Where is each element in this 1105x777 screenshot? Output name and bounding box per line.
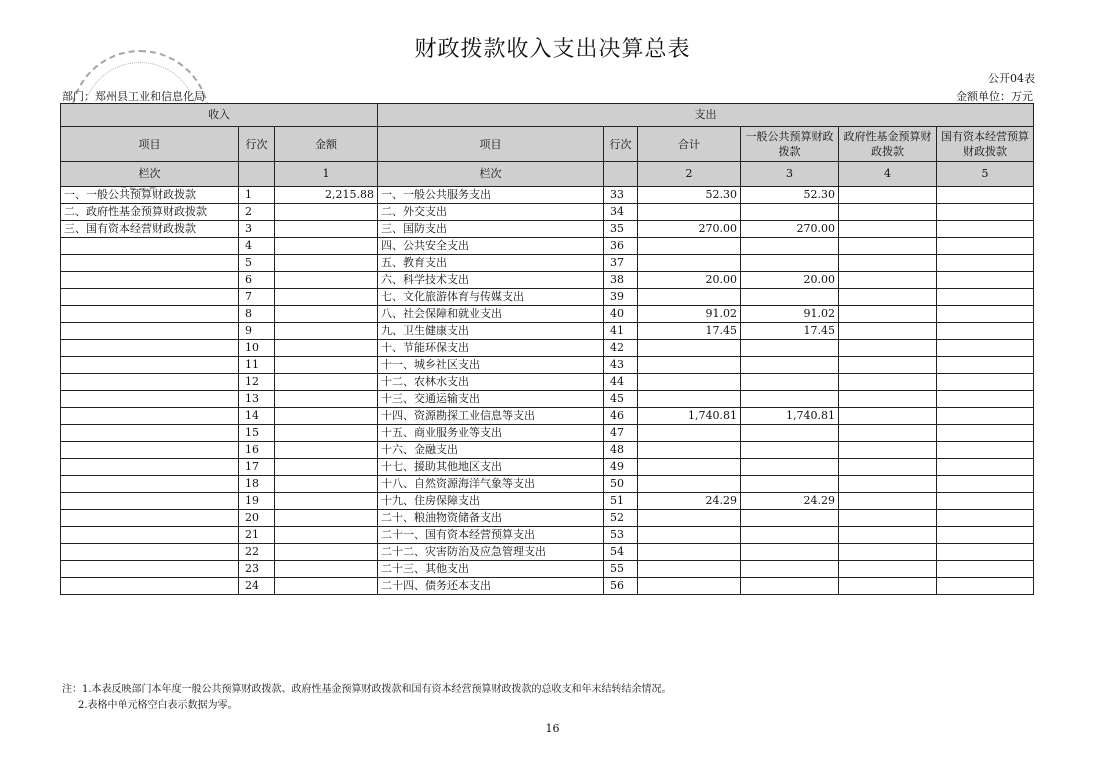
state-capital-cell <box>937 408 1034 425</box>
general-budget-cell: 270.00 <box>741 221 839 238</box>
general-budget-cell <box>741 204 839 221</box>
total-cell <box>638 391 741 408</box>
income-amount-cell <box>275 272 378 289</box>
income-item-cell <box>61 357 239 374</box>
page-number: 16 <box>545 722 560 735</box>
column-index-1: 1 <box>275 162 378 187</box>
table-row <box>61 289 1034 306</box>
total-cell <box>638 544 741 561</box>
gov-fund-cell <box>839 476 937 493</box>
income-item-cell <box>61 289 239 306</box>
income-amount-cell <box>275 289 378 306</box>
general-budget-cell <box>741 476 839 493</box>
income-line-cell: 11 <box>239 357 275 374</box>
expense-item-cell: 二十三、其他支出 <box>378 561 604 578</box>
page-title: 财政拨款收入支出决算总表 <box>414 37 691 62</box>
income-item-cell <box>61 578 239 595</box>
income-amount-cell <box>275 238 378 255</box>
state-capital-cell <box>937 187 1034 204</box>
general-budget-cell <box>741 510 839 527</box>
income-item-cell <box>61 476 239 493</box>
table-row <box>61 391 1034 408</box>
total-cell <box>638 374 741 391</box>
income-item-cell <box>61 408 239 425</box>
income-line-cell: 1 <box>239 187 275 204</box>
general-budget-cell <box>741 374 839 391</box>
state-capital-cell <box>937 340 1034 357</box>
gov-fund-cell <box>839 544 937 561</box>
total-cell: 17.45 <box>638 323 741 340</box>
gov-fund-cell <box>839 272 937 289</box>
income-amount-cell <box>275 527 378 544</box>
income-line-cell: 3 <box>239 221 275 238</box>
table-row <box>61 510 1034 527</box>
state-capital-cell <box>937 476 1034 493</box>
table-row <box>61 187 1034 204</box>
total-cell <box>638 238 741 255</box>
table-row <box>61 357 1034 374</box>
gov-fund-cell <box>839 493 937 510</box>
income-amount-cell <box>275 442 378 459</box>
income-amount-cell <box>275 323 378 340</box>
income-amount-cell <box>275 204 378 221</box>
expense-line-cell: 33 <box>604 187 638 204</box>
income-line-header: 行次 <box>239 127 275 162</box>
gov-fund-cell <box>839 391 937 408</box>
general-budget-cell: 17.45 <box>741 323 839 340</box>
gov-fund-header: 政府性基金预算财政拨款 <box>839 127 937 162</box>
expense-line-cell: 50 <box>604 476 638 493</box>
state-capital-cell <box>937 442 1034 459</box>
expense-line-cell: 46 <box>604 408 638 425</box>
expense-item-cell: 十九、住房保障支出 <box>378 493 604 510</box>
income-amount-header: 金额 <box>275 127 378 162</box>
gov-fund-cell <box>839 289 937 306</box>
column-index-label: 栏次 <box>378 162 604 187</box>
general-budget-header: 一般公共预算财政拨款 <box>741 127 839 162</box>
income-item-cell <box>61 510 239 527</box>
table-row <box>61 204 1034 221</box>
state-capital-cell <box>937 289 1034 306</box>
department-label: 部门：郑州县工业和信息化局 <box>62 90 205 103</box>
state-capital-cell <box>937 510 1034 527</box>
income-line-cell: 7 <box>239 289 275 306</box>
expense-line-cell: 44 <box>604 374 638 391</box>
general-budget-cell <box>741 459 839 476</box>
income-amount-cell <box>275 306 378 323</box>
general-budget-cell <box>741 561 839 578</box>
total-cell <box>638 459 741 476</box>
gov-fund-cell <box>839 374 937 391</box>
income-item-cell <box>61 459 239 476</box>
table-row <box>61 323 1034 340</box>
income-item-cell <box>61 442 239 459</box>
table-row <box>61 459 1034 476</box>
expense-line-cell: 43 <box>604 357 638 374</box>
total-cell: 20.00 <box>638 272 741 289</box>
expense-item-cell: 四、公共安全支出 <box>378 238 604 255</box>
expense-item-cell: 六、科学技术支出 <box>378 272 604 289</box>
table-row <box>61 340 1034 357</box>
expense-line-cell: 52 <box>604 510 638 527</box>
table-row <box>61 374 1034 391</box>
gov-fund-cell <box>839 323 937 340</box>
general-budget-cell <box>741 340 839 357</box>
state-capital-cell <box>937 561 1034 578</box>
state-capital-cell <box>937 221 1034 238</box>
state-capital-cell <box>937 272 1034 289</box>
income-amount-cell <box>275 510 378 527</box>
general-budget-cell <box>741 391 839 408</box>
general-budget-cell: 20.00 <box>741 272 839 289</box>
general-budget-cell <box>741 544 839 561</box>
general-budget-cell: 91.02 <box>741 306 839 323</box>
income-line-cell: 16 <box>239 442 275 459</box>
gov-fund-cell <box>839 306 937 323</box>
total-cell <box>638 204 741 221</box>
income-amount-cell <box>275 425 378 442</box>
expense-item-cell: 二、外交支出 <box>378 204 604 221</box>
expense-line-cell: 37 <box>604 255 638 272</box>
expense-line-cell: 51 <box>604 493 638 510</box>
amount-unit: 金额单位：万元 <box>956 90 1033 103</box>
table-row <box>61 476 1034 493</box>
table-row <box>61 255 1034 272</box>
state-capital-cell <box>937 527 1034 544</box>
expense-item-cell: 二十一、国有资本经营预算支出 <box>378 527 604 544</box>
total-cell <box>638 340 741 357</box>
income-item-cell <box>61 391 239 408</box>
state-capital-cell <box>937 391 1034 408</box>
gov-fund-cell <box>839 255 937 272</box>
general-budget-cell: 24.29 <box>741 493 839 510</box>
gov-fund-cell <box>839 221 937 238</box>
expense-item-cell: 十六、金融支出 <box>378 442 604 459</box>
income-amount-cell <box>275 544 378 561</box>
income-amount-cell <box>275 493 378 510</box>
expense-line-cell: 35 <box>604 221 638 238</box>
total-cell <box>638 425 741 442</box>
column-index-blank <box>604 162 638 187</box>
income-line-cell: 8 <box>239 306 275 323</box>
total-cell: 24.29 <box>638 493 741 510</box>
state-capital-cell <box>937 238 1034 255</box>
expense-item-cell: 十五、商业服务业等支出 <box>378 425 604 442</box>
footnotes <box>62 682 672 714</box>
income-amount-cell <box>275 578 378 595</box>
general-budget-cell <box>741 578 839 595</box>
state-capital-cell <box>937 544 1034 561</box>
expense-line-cell: 54 <box>604 544 638 561</box>
table-row <box>61 272 1034 289</box>
general-budget-cell <box>741 289 839 306</box>
gov-fund-cell <box>839 425 937 442</box>
total-cell <box>638 527 741 544</box>
expense-item-cell: 十四、资源勘探工业信息等支出 <box>378 408 604 425</box>
expense-item-cell: 十、节能环保支出 <box>378 340 604 357</box>
gov-fund-cell <box>839 340 937 357</box>
expense-line-cell: 36 <box>604 238 638 255</box>
income-line-cell: 17 <box>239 459 275 476</box>
income-item-cell <box>61 306 239 323</box>
expense-line-cell: 45 <box>604 391 638 408</box>
expense-line-cell: 39 <box>604 289 638 306</box>
table-row <box>61 493 1034 510</box>
table-row <box>61 442 1034 459</box>
expense-group-header: 支出 <box>378 104 1034 127</box>
income-line-cell: 15 <box>239 425 275 442</box>
expense-item-cell: 九、卫生健康支出 <box>378 323 604 340</box>
income-item-cell <box>61 272 239 289</box>
gov-fund-cell <box>839 408 937 425</box>
income-amount-cell <box>275 391 378 408</box>
income-line-cell: 20 <box>239 510 275 527</box>
income-amount-cell <box>275 408 378 425</box>
general-budget-cell <box>741 442 839 459</box>
gov-fund-cell <box>839 527 937 544</box>
income-line-cell: 10 <box>239 340 275 357</box>
table-row <box>61 306 1034 323</box>
state-capital-cell <box>937 306 1034 323</box>
total-header: 合计 <box>638 127 741 162</box>
expense-line-cell: 34 <box>604 204 638 221</box>
gov-fund-cell <box>839 187 937 204</box>
general-budget-cell: 1,740.81 <box>741 408 839 425</box>
income-item-cell: 二、政府性基金预算财政拨款 <box>61 204 239 221</box>
income-item-cell <box>61 340 239 357</box>
expense-item-cell: 十二、农林水支出 <box>378 374 604 391</box>
column-index-2: 2 <box>638 162 741 187</box>
state-capital-cell <box>937 357 1034 374</box>
gov-fund-cell <box>839 510 937 527</box>
total-cell <box>638 357 741 374</box>
income-line-cell: 22 <box>239 544 275 561</box>
expense-line-header: 行次 <box>604 127 638 162</box>
income-item-cell <box>61 238 239 255</box>
column-index-3: 3 <box>741 162 839 187</box>
state-capital-cell <box>937 255 1034 272</box>
state-capital-cell <box>937 374 1034 391</box>
expense-item-cell: 二十、粮油物资储备支出 <box>378 510 604 527</box>
state-capital-header: 国有资本经营预算财政拨款 <box>937 127 1034 162</box>
expense-item-cell: 二十四、债务还本支出 <box>378 578 604 595</box>
expense-item-cell: 十一、城乡社区支出 <box>378 357 604 374</box>
gov-fund-cell <box>839 442 937 459</box>
expense-item-cell: 七、文化旅游体育与传媒支出 <box>378 289 604 306</box>
column-index-label: 栏次 <box>61 162 239 187</box>
total-cell: 91.02 <box>638 306 741 323</box>
table-row <box>61 544 1034 561</box>
income-item-cell <box>61 425 239 442</box>
gov-fund-cell <box>839 357 937 374</box>
income-amount-cell <box>275 221 378 238</box>
gov-fund-cell <box>839 578 937 595</box>
total-cell: 270.00 <box>638 221 741 238</box>
total-cell <box>638 442 741 459</box>
expense-line-cell: 38 <box>604 272 638 289</box>
expense-line-cell: 47 <box>604 425 638 442</box>
total-cell <box>638 255 741 272</box>
income-item-cell <box>61 561 239 578</box>
income-line-cell: 9 <box>239 323 275 340</box>
general-budget-cell <box>741 527 839 544</box>
expense-item-cell: 十八、自然资源海洋气象等支出 <box>378 476 604 493</box>
expense-line-cell: 55 <box>604 561 638 578</box>
state-capital-cell <box>937 493 1034 510</box>
income-item-cell <box>61 493 239 510</box>
income-item-cell <box>61 527 239 544</box>
income-line-cell: 12 <box>239 374 275 391</box>
column-index-5: 5 <box>937 162 1034 187</box>
expense-item-cell: 八、社会保障和就业支出 <box>378 306 604 323</box>
state-capital-cell <box>937 323 1034 340</box>
income-line-cell: 24 <box>239 578 275 595</box>
income-group-header: 收入 <box>61 104 378 127</box>
expense-item-cell: 一、一般公共服务支出 <box>378 187 604 204</box>
income-item-cell <box>61 323 239 340</box>
income-amount-cell <box>275 374 378 391</box>
total-cell: 1,740.81 <box>638 408 741 425</box>
income-item-cell <box>61 255 239 272</box>
table-row <box>61 561 1034 578</box>
general-budget-cell <box>741 238 839 255</box>
income-amount-cell <box>275 476 378 493</box>
expense-item-cell: 十三、交通运输支出 <box>378 391 604 408</box>
expense-item-header: 项目 <box>378 127 604 162</box>
income-amount-cell <box>275 459 378 476</box>
income-line-cell: 6 <box>239 272 275 289</box>
income-item-cell: 一、一般公共预算财政拨款 <box>61 187 239 204</box>
table-row <box>61 238 1034 255</box>
total-cell <box>638 510 741 527</box>
gov-fund-cell <box>839 561 937 578</box>
income-line-cell: 5 <box>239 255 275 272</box>
table-row <box>61 527 1034 544</box>
table-row <box>61 425 1034 442</box>
total-cell: 52.30 <box>638 187 741 204</box>
expense-line-cell: 56 <box>604 578 638 595</box>
income-item-header: 项目 <box>61 127 239 162</box>
state-capital-cell <box>937 459 1034 476</box>
footnote-line: 注：1.本表反映部门本年度一般公共预算财政拨款、政府性基金预算财政拨款和国有资本经营预算财政拨款的总收支和年末结转结余情况。 <box>62 684 672 695</box>
income-item-cell <box>61 544 239 561</box>
table-row <box>61 578 1034 595</box>
budget-table <box>60 103 1034 595</box>
income-line-cell: 18 <box>239 476 275 493</box>
income-line-cell: 23 <box>239 561 275 578</box>
expense-line-cell: 42 <box>604 340 638 357</box>
income-item-cell <box>61 374 239 391</box>
expense-item-cell: 三、国防支出 <box>378 221 604 238</box>
table-row <box>61 221 1034 238</box>
state-capital-cell <box>937 578 1034 595</box>
footnote-line: 2.表格中单元格空白表示数据为零。 <box>78 700 238 711</box>
column-index-4: 4 <box>839 162 937 187</box>
expense-item-cell: 五、教育支出 <box>378 255 604 272</box>
income-line-cell: 14 <box>239 408 275 425</box>
general-budget-cell: 52.30 <box>741 187 839 204</box>
total-cell <box>638 476 741 493</box>
total-cell <box>638 561 741 578</box>
gov-fund-cell <box>839 204 937 221</box>
general-budget-cell <box>741 357 839 374</box>
income-amount-cell <box>275 255 378 272</box>
expense-line-cell: 49 <box>604 459 638 476</box>
gov-fund-cell <box>839 459 937 476</box>
income-line-cell: 19 <box>239 493 275 510</box>
income-amount-cell <box>275 357 378 374</box>
income-line-cell: 21 <box>239 527 275 544</box>
table-row <box>61 408 1034 425</box>
income-amount-cell: 2,215.88 <box>275 187 378 204</box>
expense-item-cell: 二十二、灾害防治及应急管理支出 <box>378 544 604 561</box>
income-line-cell: 13 <box>239 391 275 408</box>
total-cell <box>638 578 741 595</box>
income-item-cell: 三、国有资本经营财政拨款 <box>61 221 239 238</box>
income-line-cell: 4 <box>239 238 275 255</box>
income-amount-cell <box>275 340 378 357</box>
expense-line-cell: 40 <box>604 306 638 323</box>
income-amount-cell <box>275 561 378 578</box>
general-budget-cell <box>741 255 839 272</box>
expense-item-cell: 十七、援助其他地区支出 <box>378 459 604 476</box>
state-capital-cell <box>937 204 1034 221</box>
expense-line-cell: 53 <box>604 527 638 544</box>
form-number: 公开04表 <box>988 72 1035 85</box>
income-line-cell: 2 <box>239 204 275 221</box>
gov-fund-cell <box>839 238 937 255</box>
general-budget-cell <box>741 425 839 442</box>
expense-line-cell: 41 <box>604 323 638 340</box>
state-capital-cell <box>937 425 1034 442</box>
total-cell <box>638 289 741 306</box>
expense-line-cell: 48 <box>604 442 638 459</box>
column-index-blank <box>239 162 275 187</box>
